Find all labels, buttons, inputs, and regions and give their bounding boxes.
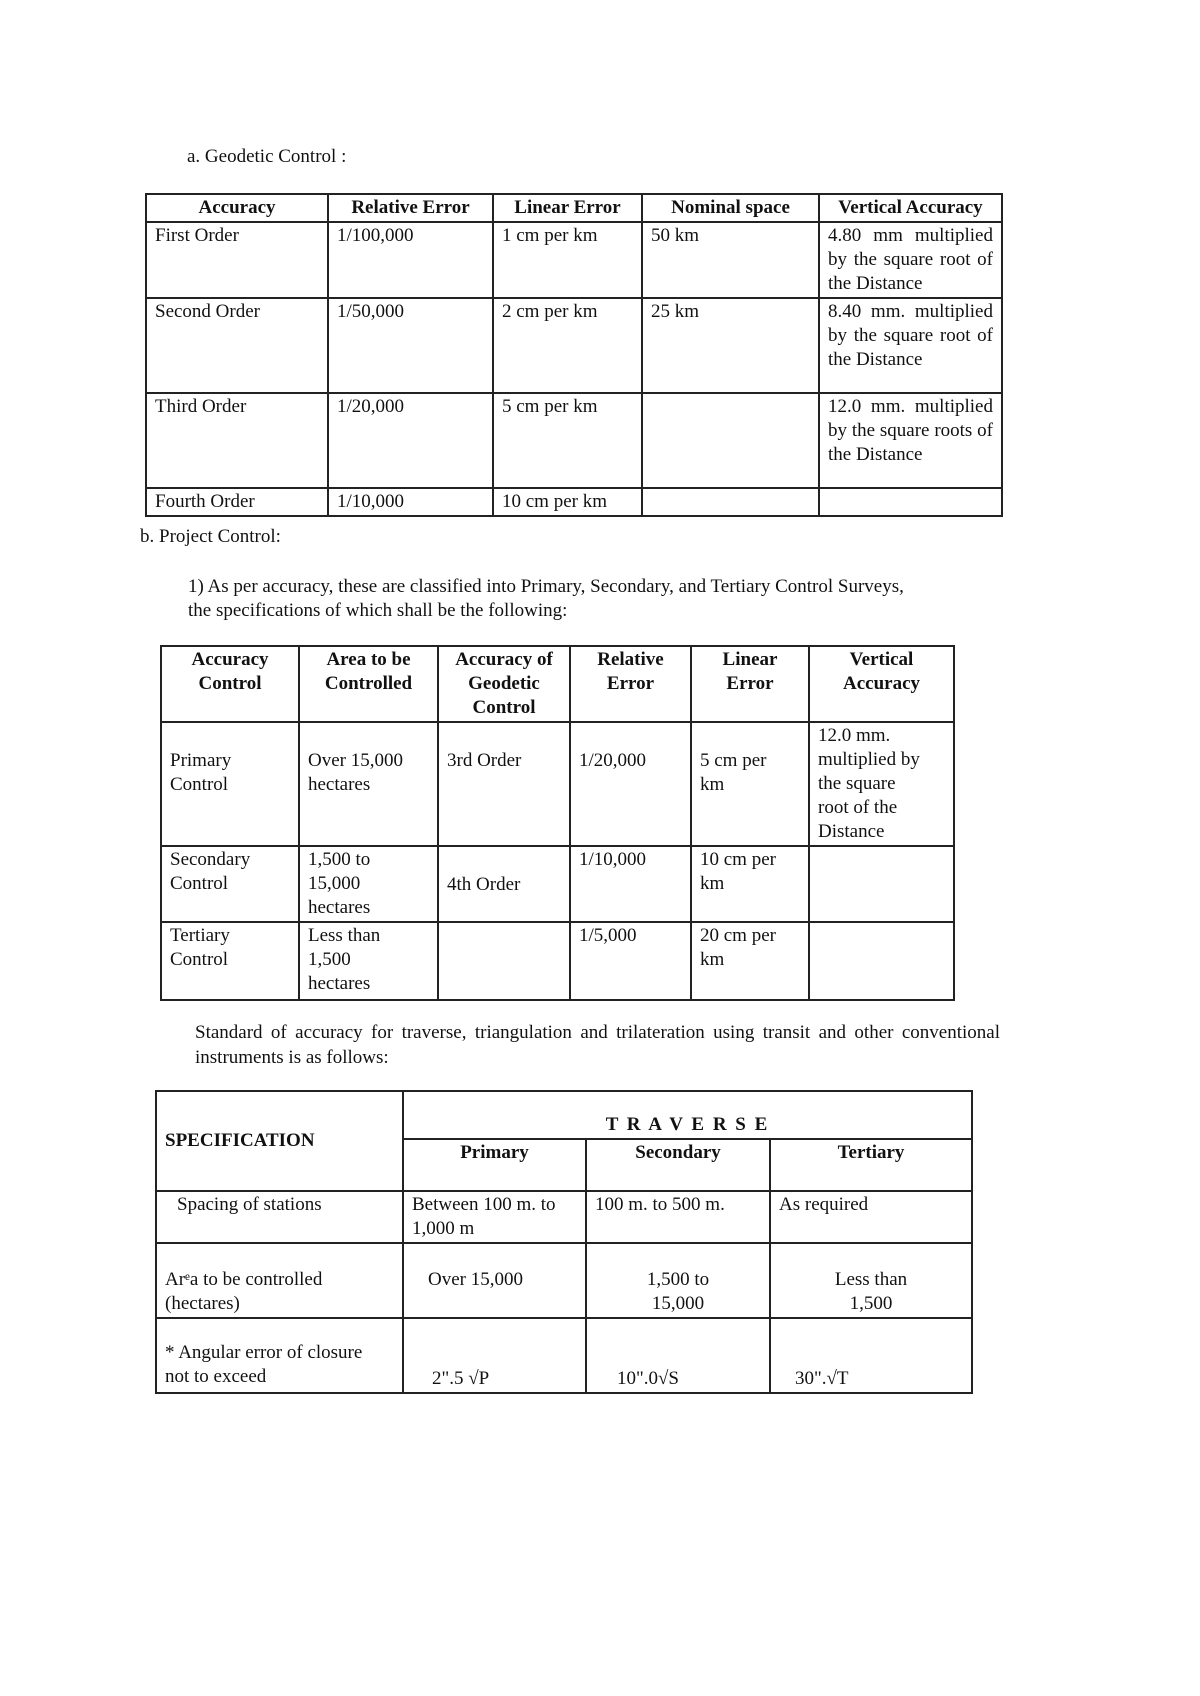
cell: As required bbox=[770, 1191, 972, 1243]
cell: 25 km bbox=[642, 298, 819, 393]
cell: 2 cm per km bbox=[493, 298, 642, 393]
section-a-heading: a. Geodetic Control : bbox=[187, 146, 347, 167]
cell: 3rd Order bbox=[438, 722, 570, 846]
cell bbox=[809, 922, 954, 1000]
cell: 1/100,000 bbox=[328, 222, 493, 298]
cell: Less than 1,500 hectares bbox=[299, 922, 438, 1000]
table-row bbox=[146, 393, 1002, 488]
header-cell: Linear Error bbox=[493, 194, 642, 222]
table-row bbox=[146, 222, 1002, 298]
header-cell: Relative Error bbox=[570, 646, 691, 722]
cell: 1/20,000 bbox=[570, 722, 691, 846]
cell: Less than 1,500 bbox=[770, 1243, 972, 1318]
header-cell: Tertiary bbox=[770, 1139, 972, 1191]
cell bbox=[819, 488, 1002, 516]
header-cell: Accuracy bbox=[146, 194, 328, 222]
cell bbox=[642, 488, 819, 516]
header-cell: Relative Error bbox=[328, 194, 493, 222]
table-header-row bbox=[156, 1091, 972, 1139]
cell: 1 cm per km bbox=[493, 222, 642, 298]
header-cell: Vertical Accuracy bbox=[809, 646, 954, 722]
cell: 1/5,000 bbox=[570, 922, 691, 1000]
cell: 10".0√S bbox=[586, 1318, 770, 1393]
header-cell: Linear Error bbox=[691, 646, 809, 722]
table-row bbox=[156, 1318, 972, 1393]
table-row bbox=[156, 1191, 972, 1243]
cell: 12.0 mm. multiplied by the square roots of the Distance bbox=[819, 393, 1002, 488]
cell: Second Order bbox=[146, 298, 328, 393]
cell: 12.0 mm. multiplied by the square root of the Distance bbox=[809, 722, 954, 846]
cell bbox=[642, 393, 819, 488]
table-header-row bbox=[161, 646, 954, 722]
cell: 1,500 to 15,000 bbox=[586, 1243, 770, 1318]
header-cell: Accuracy of Geodetic Control bbox=[438, 646, 570, 722]
cell: Tertiary Control bbox=[161, 922, 299, 1000]
cell: 5 cm per km bbox=[493, 393, 642, 488]
cell: 20 cm per km bbox=[691, 922, 809, 1000]
header-cell: Area to be Controlled bbox=[299, 646, 438, 722]
specification-header: SPECIFICATION bbox=[156, 1091, 403, 1191]
project-control-table bbox=[160, 645, 955, 1001]
header-cell: Vertical Accuracy bbox=[819, 194, 1002, 222]
table-row bbox=[146, 298, 1002, 393]
cell: 1/10,000 bbox=[570, 846, 691, 922]
cell: Fourth Order bbox=[146, 488, 328, 516]
cell: 1/10,000 bbox=[328, 488, 493, 516]
header-cell: Accuracy Control bbox=[161, 646, 299, 722]
section-b-paragraph: 1) As per accuracy, these are classified into Primary, Secondary, and Tertiary Control Surveys, the specifications of which shall be the following: bbox=[188, 576, 904, 621]
cell: 4th Order bbox=[438, 846, 570, 922]
table-row bbox=[161, 722, 954, 846]
cell: 100 m. to 500 m. bbox=[586, 1191, 770, 1243]
cell: Arᵉa to be controlled (hectares) bbox=[156, 1243, 403, 1318]
cell: 10 cm per km bbox=[691, 846, 809, 922]
cell bbox=[809, 846, 954, 922]
cell: Spacing of stations bbox=[156, 1191, 403, 1243]
traverse-group-header: T R A V E R S E bbox=[403, 1091, 972, 1139]
header-cell: Nominal space bbox=[642, 194, 819, 222]
cell bbox=[438, 922, 570, 1000]
table-row bbox=[146, 488, 1002, 516]
cell: 1/20,000 bbox=[328, 393, 493, 488]
geodetic-control-table bbox=[145, 193, 1003, 517]
cell: Primary Control bbox=[161, 722, 299, 846]
table-row bbox=[161, 922, 954, 1000]
section-c-paragraph: Standard of accuracy for traverse, triangulation and trilateration using transit and other conventional instruments is as follows: bbox=[195, 1022, 1000, 1068]
table-row bbox=[156, 1243, 972, 1318]
cell: 30".√T bbox=[770, 1318, 972, 1393]
cell: 10 cm per km bbox=[493, 488, 642, 516]
table-header-row bbox=[146, 194, 1002, 222]
cell: 5 cm per km bbox=[691, 722, 809, 846]
cell: First Order bbox=[146, 222, 328, 298]
cell: * Angular error of closure not to exceed bbox=[156, 1318, 403, 1393]
cell: 4.80 mm multiplied by the square root of the Distance bbox=[819, 222, 1002, 298]
cell: 1/50,000 bbox=[328, 298, 493, 393]
header-cell: Primary bbox=[403, 1139, 586, 1191]
section-b-heading: b. Project Control: bbox=[140, 526, 281, 547]
cell: Between 100 m. to 1,000 m bbox=[403, 1191, 586, 1243]
cell: Over 15,000 bbox=[403, 1243, 586, 1318]
table-row bbox=[161, 846, 954, 922]
cell: 2".5 √P bbox=[403, 1318, 586, 1393]
cell: 50 km bbox=[642, 222, 819, 298]
traverse-table bbox=[155, 1090, 973, 1394]
cell: Third Order bbox=[146, 393, 328, 488]
cell: Secondary Control bbox=[161, 846, 299, 922]
cell: Over 15,000 hectares bbox=[299, 722, 438, 846]
header-cell: Secondary bbox=[586, 1139, 770, 1191]
cell: 1,500 to 15,000 hectares bbox=[299, 846, 438, 922]
cell: 8.40 mm. multiplied by the square root of the Distance bbox=[819, 298, 1002, 393]
